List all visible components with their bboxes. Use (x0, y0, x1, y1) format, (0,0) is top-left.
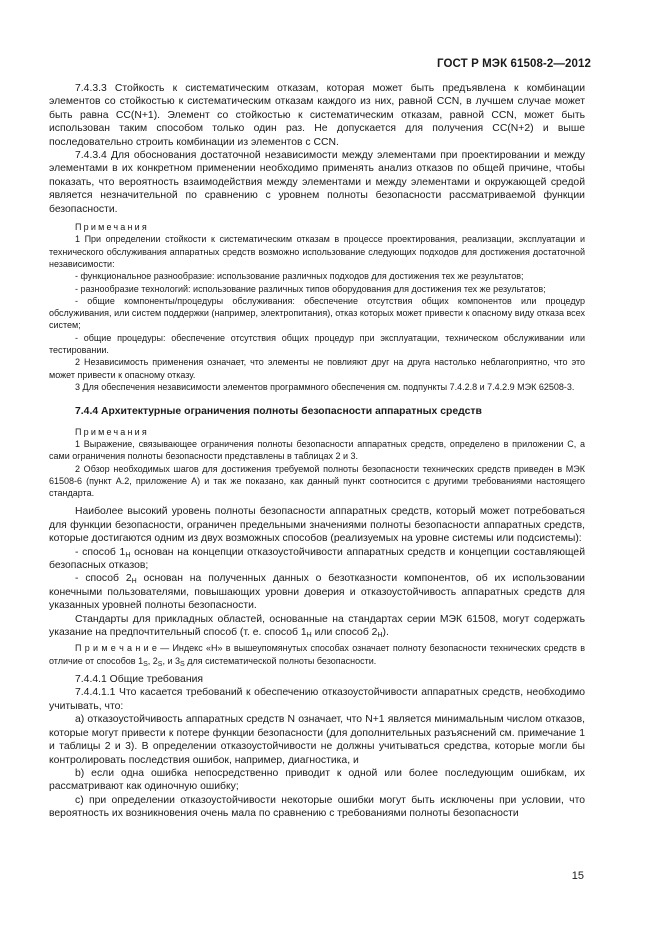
paragraph-7433: 7.4.3.3 Стойкость к систематическим отказам, которая может быть предъявлена к комбинации элементов со стойкостью к систематическим отказам каждого из них, равной CCN, в лучшем случае может быть равна CC(N+1). Элемент со стойкостью к систематическим отказам, равной CCN, может быть использован таким способом только один раз. Не допускается для получения CC(N+2) и выше последовательно строить комбинации из элементов с CCN. (49, 83, 585, 148)
note-1: 1 При определении стойкости к систематическим отказам в процессе проектирования, реализации, эксплуатации и технического обслуживания аппаратных средств возможно использование следующих подходов для достижения достаточной независимости: (49, 234, 585, 269)
text-part: , и 3 (162, 655, 181, 666)
note-2: 2 Независимость применения означает, что элементы не повлияют друг на друга настолько неблагоприятно, что это может привести к опасному отказу. (49, 357, 585, 380)
text-part: для систематической полноты безопасности. (184, 655, 377, 666)
note-744-1: 1 Выражение, связывающее ограничения полноты безопасности аппаратных средств, определено в приложении C, а сами ограничения полноты безопасности представлены в таблицах 2 и 3. (49, 438, 585, 462)
note-1-item-d: - общие процедуры: обеспечение отсутствия общих процедур при эксплуатации, техническом обслуживании или тестировании. (49, 332, 585, 356)
item-b: b) если одна ошибка непосредственно приводит к одной или более последующим ошибкам, их рассматривают как одиночную ошибку; (49, 767, 585, 793)
item-a: a) отказоустойчивость аппаратных средств N означает, что N+1 является минимальным числом отказов, которые могут привести к потере функции безопасности (для дополнительных разъяснений см. примечание 1 и таблицы 2 и 3). В определении отказоустойчивости не должны учитываться средства, которые могли бы контролировать последствия ошибок, например, диагностика, и (49, 714, 585, 766)
subscript: S (157, 660, 163, 668)
note-1-item-b: - разнообразие технологий: использование различных типов оборудования для достижения тех же результатов; (75, 283, 546, 294)
text-part: , 2 (147, 655, 158, 666)
subscript: H (131, 578, 137, 586)
text-part: Стандарты для прикладных областей, основанные на стандартах серии МЭК 61508, могут содержать указание на предпочтительный способ (т. е. способ 1 (49, 613, 585, 639)
standard-header: ГОСТ Р МЭК 61508-2—2012 (437, 58, 591, 70)
note-3: 3 Для обеспечения независимости элементов программного обеспечения см. подпункты 7.4.2.8 и 7.4.2.9 МЭК 62508-3. (75, 381, 575, 392)
method-2h-text: основан на полученных данных о безотказности компонентов, об их использовании конечными пользователями, повышающих уровни доверия и отказоустойчивость аппаратных средств для указанных уровней полноты безопасности. (49, 573, 585, 612)
note-index-h (49, 642, 585, 667)
method-1h-lead: - способ 1 (75, 546, 126, 558)
subscript: S (143, 660, 148, 668)
subscript: H (125, 551, 131, 559)
method-2h (49, 572, 585, 612)
paragraph-methods-intro: Наиболее высокий уровень полноты безопасности аппаратных средств, который может потребоваться для функции безопасности, ограничен предельными значениями полноты безопасности аппаратных средств, которые достигаются одним из двух возможных способов (реализуемых на уровне системы или подсистемы): (49, 506, 585, 545)
notes-heading: Примечания (75, 426, 149, 437)
note-744-2: 2 Обзор необходимых шагов для достижения требуемой полноты безопасности технических средств приведен в МЭК 61508-6 (пункт A.2, приложение A) и так же показано, как данный пункт соотносится с другими требованиями настоящего стандарта. (49, 463, 585, 499)
paragraph-7434: 7.4.3.4 Для обоснования достаточной независимости между элементами при проектировании и между элементами в их конкретном применении необходимо применять анализ отказов по общей причине, чтобы показать, что вероятность взаимодействия между элементами и между элементами и окружающей средой является незначительной по сравнению с уровнем полноты безопасности рассматриваемой функции безопасности. (49, 150, 585, 215)
paragraph-standards (49, 613, 585, 640)
paragraph-74411: 7.4.4.1.1 Что касается требований к обеспечению отказоустойчивости аппаратных средств, необходимо учитывать, что: (49, 687, 585, 712)
text-part: или способ 2 (311, 627, 378, 639)
subsection-heading-7441: 7.4.4.1 Общие требования (75, 674, 203, 686)
note-1-item-c: - общие компоненты/процедуры обслуживания: обеспечение отсутствия общих компонентов или процедур обслуживания, или систем поддержки (например, электропитания), отказ которых может привести к опасному виду отказа всех систем; (49, 295, 585, 331)
document-body (49, 82, 585, 821)
item-c: c) при определении отказоустойчивости некоторые ошибки могут быть исключены при условии, что вероятность их возникновения очень мала по сравнению с требованиями полноты безопасности (49, 794, 585, 820)
subscript: H (306, 632, 312, 640)
text-part: ). (382, 627, 389, 639)
note-1-item-a: - функциональное разнообразие: использование различных подходов для достижения тех же результатов; (75, 271, 524, 282)
section-heading-744: 7.4.4 Архитектурные ограничения полноты безопасности аппаратных средств (75, 406, 482, 418)
subscript: S (180, 660, 185, 668)
subscript: H (377, 632, 383, 640)
page-number: 15 (571, 870, 584, 882)
notes-heading: Примечания (75, 222, 149, 233)
method-1h (49, 546, 585, 573)
method-1h-text: основан на концепции отказоустойчивости аппаратных средств и концепции составляющей безопасных отказов; (49, 546, 586, 572)
text-part: П р и м е ч а н и е — Индекс «H» в вышеупомянутых способах означает полноту безопасности технических средств в отличие от способов 1 (49, 643, 585, 666)
method-2h-lead: - способ 2 (75, 573, 132, 585)
